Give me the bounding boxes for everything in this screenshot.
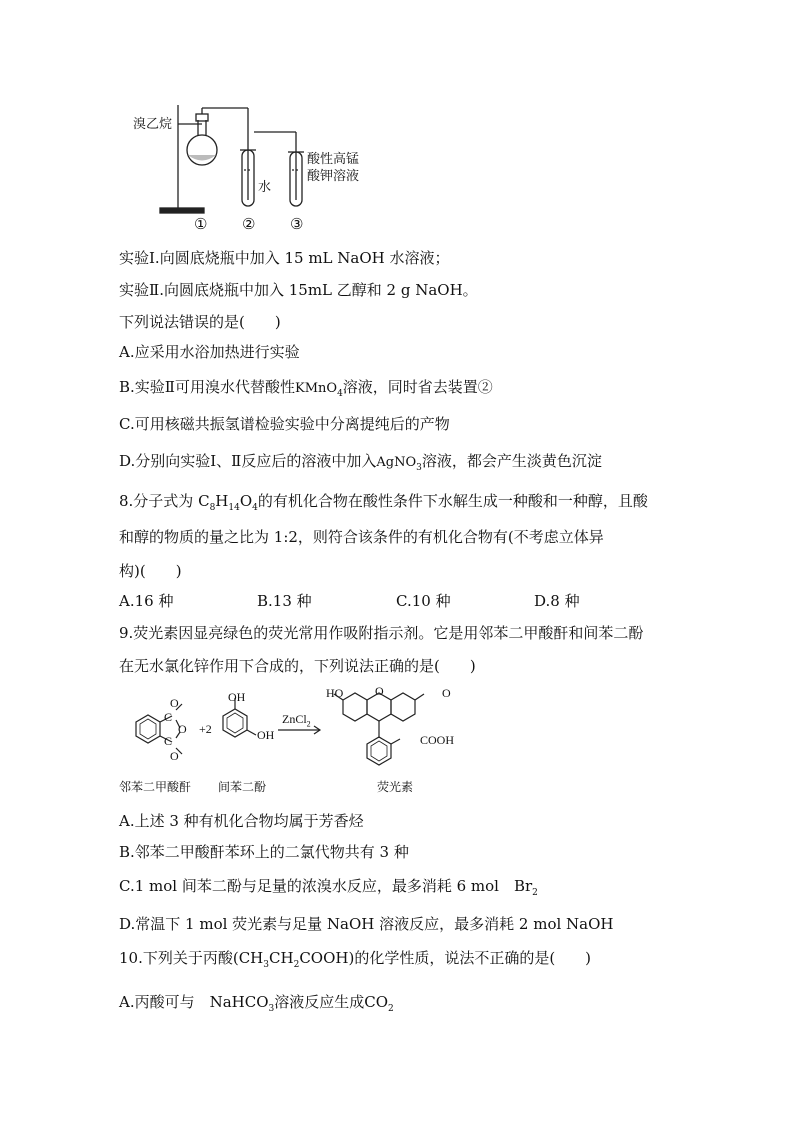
q9-option-a: A.上述 3 种有机化合物均属于芳香烃: [119, 812, 364, 830]
label-water: 水: [258, 180, 272, 195]
anhydride-carbonyl-bottom: O: [170, 749, 179, 763]
q7-option-d: D.分别向实验Ⅰ、Ⅱ反应后的溶液中加入AgNO$_3$溶液，都会产生淡黄色沉淀: [119, 452, 602, 473]
q7-option-b: B.实验Ⅱ可用溴水代替酸性KMnO$_4$溶液，同时省去装置②: [119, 378, 493, 399]
anhydride-c-bottom: C: [164, 734, 173, 748]
caption-anhydride: 邻苯二甲酸酐: [119, 780, 192, 794]
q7-option-a: A.应采用水浴加热进行实验: [119, 343, 300, 361]
q9-line2: 在无水氯化锌作用下合成的，下列说法正确的是( ): [119, 657, 476, 675]
caption-resorcinol: 间苯二酚: [218, 780, 267, 794]
catalyst-label: ZnCl$_2$: [282, 712, 311, 729]
anhydride-o-ring: O: [178, 722, 187, 736]
caption-fluorescein: 荧光素: [377, 780, 414, 794]
q9-option-d: D.常温下 1 mol 荧光素与足量 NaOH 溶液反应，最多消耗 2 mol NaOH: [119, 915, 614, 933]
experiment-2-text: 实验Ⅱ.向圆底烧瓶中加入 15mL 乙醇和 2 g NaOH。: [119, 281, 478, 299]
q7-option-c: C.可用核磁共振氢谱检验实验中分离提纯后的产物: [119, 415, 450, 433]
experiment-1-text: 实验Ⅰ.向圆底烧瓶中加入 15 mL NaOH 水溶液；: [119, 249, 450, 267]
label-bromoethane: 溴乙烷: [133, 117, 173, 132]
q8-option-b: B.13 种: [257, 592, 312, 610]
resorcinol-oh-right: OH: [257, 728, 275, 742]
anhydride-c-top: C: [164, 710, 173, 724]
label-device-1: ①: [194, 215, 208, 233]
q9-option-b: B.邻苯二甲酸酐苯环上的二氯代物共有 3 种: [119, 843, 409, 861]
fluorescein-keto-o: O: [442, 686, 451, 700]
fluorescein-ho: HO: [326, 686, 344, 700]
label-device-3: ③: [290, 215, 304, 233]
q9-line1: 9.荧光素因显亮绿色的荧光常用作吸附指示剂。它是用邻苯二甲酸酐和间苯二酚: [119, 624, 644, 642]
label-kmno4-line2: 酸钾溶液: [307, 169, 360, 184]
q8-option-c: C.10 种: [396, 592, 451, 610]
resorcinol-oh-top: OH: [228, 690, 246, 704]
q10-option-a: A.丙酸可与 NaHCO$_3$溶液反应生成$CO_2$: [119, 993, 394, 1014]
q8-option-d: D.8 种: [534, 592, 580, 610]
q8-line3: 构)( ): [119, 562, 182, 580]
label-kmno4-line1: 酸性高锰: [307, 152, 360, 167]
label-device-2: ②: [242, 215, 256, 233]
anhydride-carbonyl-top: O: [170, 696, 179, 710]
q8-line2: 和醇的物质的量之比为 1:2，则符合该条件的有机化合物有(不考虑立体异: [119, 528, 604, 546]
fluorescein-ring-o: O: [375, 684, 384, 698]
q9-option-c: C.1 mol 间苯二酚与足量的浓溴水反应，最多消耗 6 mol $Br_2$: [119, 877, 538, 898]
q7-stem: 下列说法错误的是( ): [119, 313, 281, 331]
coefficient-plus2: +2: [199, 722, 212, 736]
fluorescein-cooh: COOH: [420, 733, 455, 747]
q8-option-a: A.16 种: [119, 592, 174, 610]
q10-stem: 10.下列关于丙酸$(CH_3CH_2COOH)$的化学性质，说法不正确的是( ): [119, 949, 592, 970]
q8-line1: 8.分子式为 $C_8H_{14}O_4$的有机化合物在酸性条件下水解生成一种酸和一种醇，且酸: [119, 492, 648, 513]
